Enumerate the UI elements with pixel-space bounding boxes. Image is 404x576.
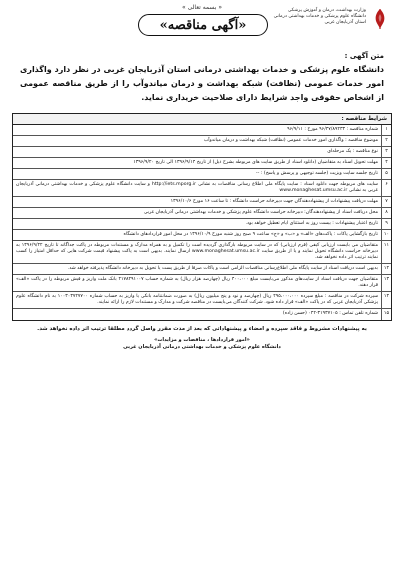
row-number: ۷ — [381, 197, 391, 207]
row-number: ۱۵ — [381, 309, 391, 320]
terms-row — [13, 147, 391, 158]
terms-row — [13, 169, 391, 180]
terms-row — [13, 180, 391, 197]
signature-line: «امور قراردادها ، مناقصات و مزایدات» — [154, 337, 250, 344]
row-number: ۵ — [381, 169, 391, 179]
row-text: بدیهی است دریافت اسناد از سایت پایگاه ملی اطلاع‌رسانی مناقصات الزامی است و پاکات صرفا از طریق پست یا تحویل به دبیرخانه دانشگاه پذیرفته خواهد شد. — [67, 266, 378, 271]
ministry-line: دانشگاه علوم پزشکی و خدمات بهداشتی درمانی — [273, 14, 366, 20]
bismillah-text: « بسمه تعالی » — [182, 4, 222, 11]
row-number: ۱۱ — [381, 241, 391, 263]
terms-rows — [13, 125, 391, 320]
row-number: ۳ — [381, 147, 391, 157]
row-text: تاریخ بازگشایی پاکات : پاکت‌های «الف» و «ب» و «ج» ساعت ۹ صبح روز شنبه مورخ ۱۳۹۶/۱۰/۹ در محل امور قراردادهای دانشگاه — [123, 231, 378, 237]
row-text: تاریخ جلسه سایت ویزیت (جلسه توجیهی و پرسش و پاسخ) : -- — [255, 170, 378, 176]
terms-row — [13, 275, 391, 292]
row-number: ۱۲ — [381, 264, 391, 274]
terms-row — [13, 264, 391, 275]
row-number: ۹ — [381, 219, 391, 229]
iran-emblem-icon — [370, 7, 390, 31]
row-text: شماره مناقصه : ۹۶/۴۷/۸۹۴۳۳ مورخ : ۹۶/۹/۱۱ — [287, 126, 378, 132]
row-text: نوع مناقصه : یک مرحله‌ای — [327, 148, 378, 154]
row-number: ۴ — [381, 158, 391, 168]
row-text: محل دریافت اسناد از پیشنهاددهندگان: دبیرخانه حراست دانشگاه علوم پزشکی و خدمات بهداشتی درمانی آذربایجان غربی — [143, 209, 378, 215]
row-text: موضوع مناقصه : واگذاری امور خدمات عمومی (نظافت) شبکه بهداشت و درمان میاندوآب — [203, 137, 378, 143]
row-number: ۶ — [381, 180, 391, 196]
intro-heading: متن آگهی : — [344, 52, 384, 60]
notice-page — [12, 4, 392, 572]
terms-row — [13, 241, 391, 264]
terms-table — [12, 113, 392, 321]
row-text: سایت های مربوطه جهت دانلود اسناد : سایت پایگاه ملی اطلاع رسانی مناقصات به نشانی http://iets.mporg.ir و سایت دانشگاه علوم پزشکی و خدمات بهداشتی درمانی آذربایجان غربی به نشانی www.monaghesat.umsu.ac.ir — [16, 181, 378, 193]
footer-note: به پیشنهادات مشروط و فاقد سپرده و امضاء و پیشنهاداتی که بعد از مدت مقرر واصل گردد مطلقا ترتیب اثر داده نخواهد شد. — [37, 326, 367, 333]
row-text: متقاضیان جهت دریافت اسناد از سایت‌های مذکور می‌بایست مبلغ ۴۰۰،۰۰۰ ریال (چهارصد هزار ریال) به شماره حساب ۲۱۷۸۴۹۱۰۰۷ بانک ملت واریز و فیش مربوطه را در پاکت «الف» قرار دهند. — [16, 277, 378, 289]
intro-text: دانشگاه علوم پزشکی و خدمات بهداشتی درمانی استان آذربایجان غربی در نظر دارد واگذاری امور خدمات عمومی (نظافت) شبکه بهداشت و درمان میاندوآب را از طریق مناقصه عمومی از اشخاص حقوقی واجد شرایط دارای صلاحیت خریداری نماید. — [20, 65, 384, 102]
row-number: ۲ — [381, 136, 391, 146]
terms-row — [13, 136, 391, 147]
row-text: تاریخ اعتبار پیشنهادات : بیست روز به استثنای ایام تعطیل خواهد بود. — [245, 220, 378, 226]
terms-row — [13, 125, 391, 136]
row-text: مهلت دریافت پیشنهادات از پیشنهاددهندگان جهت دبیرخانه حراست دانشگاه : تا ساعت ۱۶ مورخ ۱۳۹۶/۱۰/۶ — [170, 198, 378, 204]
row-text: مهلت تحویل اسناد به متقاضیان (دانلود اسناد از طریق سایت های مربوطه بشرح ذیل) از تاریخ ۱۳۹۶/۹/۱۴ الی تاریخ ۱۳۹۶/۹/۲۰ — [133, 159, 378, 165]
terms-row — [13, 208, 391, 219]
terms-row — [13, 230, 391, 241]
terms-row — [13, 158, 391, 169]
ministry-heading — [274, 8, 366, 27]
row-number: ۱۳ — [381, 275, 391, 291]
signature-block — [12, 337, 392, 351]
terms-row — [13, 197, 391, 208]
terms-row — [13, 309, 391, 320]
row-number: ۱۰ — [381, 230, 391, 240]
signature-line: دانشگاه علوم پزشکی و خدمات بهداشتی درمانی آذربایجان غربی — [123, 344, 281, 351]
row-number: ۱ — [381, 125, 391, 135]
row-text: شماره تلفن تماس : ۳۱۹۳۷۱۰۵-۰۴۴ (حسن زاده) — [282, 311, 378, 316]
terms-heading: شرایط مناقصه : — [13, 114, 391, 125]
terms-row — [13, 219, 391, 230]
terms-row — [13, 292, 391, 309]
notice-title: «آگهی مناقصه» — [138, 14, 268, 36]
intro-section — [20, 52, 384, 105]
row-text: سپرده شرکت در مناقصه : مبلغ سپرده ۴۹۵،۰۰۰،۰۰۰ ریال (چهارصد و نود و پنج میلیون ریال) به صورت ضمانتنامه بانکی یا واریز به حساب شماره ۱۰۰۳۰۳۷۴۷۷۰۰ به نام دانشگاه علوم پزشکی آذربایجان غربی که در پاکت «الف» قرار داده شود. شرکت کنندگان می‌بایست در مناقصه شرکت و مدارک و مستندات لازم را ارائه نمایند. — [16, 294, 378, 306]
header — [12, 4, 392, 44]
row-number: ۱۴ — [381, 292, 391, 308]
ministry-line: وزارت بهداشت، درمان و آموزش پزشکی — [287, 8, 366, 13]
ministry-line: استان آذربایجان غربی — [324, 20, 366, 26]
row-number: ۸ — [381, 208, 391, 218]
row-text: متقاضیان می بایست ارزیابی کیفی (فرم ارزیابی) که در سایت مربوطه بارگذاری گردیده است را تکمیل و به همراه مدارک و مستندات مربوطه در پاکت جداگانه تا تاریخ ۱۳۹۶/۹/۲۲ به دبیرخانه حراست دانشگاه تحویل نمایند و یا از طریق سایت www.monaghesat.umsu.ac.ir ارسال نمایند. بدیهی است به پاکت پیشنهاد قیمت شرکت هایی که حداقل امتیاز را کسب نمایند ترتیب اثر داده نخواهد شد. — [16, 242, 378, 261]
